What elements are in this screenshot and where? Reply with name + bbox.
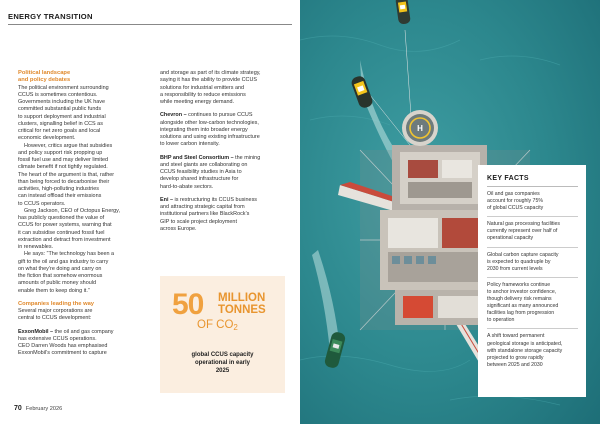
key-fact-item: Natural gas processing facilities currently represent over half of operational capacity bbox=[487, 217, 578, 247]
section-header: ENERGY TRANSITION bbox=[8, 12, 292, 25]
stat-caption: global CCUS capacity operational in early 2025 bbox=[191, 352, 254, 374]
page-number: 70 bbox=[14, 405, 22, 412]
paragraph-exxonmobil: ExxonMobil – the oil and gas company has extensive CCUS operations. CEO Darren Woods has emphasised ExxonMobil’s commitment to capture bbox=[18, 328, 114, 357]
subheading-companies: Companies leading the way bbox=[18, 300, 95, 307]
stat-unit: MILLION TONNES bbox=[218, 292, 266, 316]
paragraph-storage: and storage as part of its climate strategy, saying it has the ability to provide CCUS solutions for industrial emitters and a responsibility to reduce emissions while meeting energy demand. bbox=[160, 70, 261, 105]
key-fact-item: Policy frameworks continue to anchor investor confidence, though delivery risk remains significant as many announced facilities lag from progression to operation bbox=[487, 278, 578, 330]
stat-number: 50 bbox=[172, 288, 204, 321]
svg-text:H: H bbox=[417, 124, 423, 133]
text-column-2 bbox=[160, 70, 286, 233]
paragraph-bhp: BHP and Steel Consortium – the mining and steel giants are collaborating on CCUS feasibility studies in Asia to develop shared infrastructure for hard-to-abate sectors. bbox=[160, 154, 261, 190]
paragraph-chevron: Chevron – continues to pursue CCUS alongside other low-carbon technologies, integrating them into broader energy solutions and using existing infrastructure to lower carbon intensity. bbox=[160, 112, 260, 148]
paragraph-eni: Eni – is restructuring its CCUS business and attracting strategic capital from institutional partners like BlackRock’s GIP to scale project deployment across Europe. bbox=[160, 196, 258, 232]
key-fact-item: Global carbon capture capacity is expected to quadruple by 2030 from current levels bbox=[487, 248, 578, 278]
page-footer bbox=[14, 405, 62, 412]
issue-date: February 2026 bbox=[25, 406, 63, 412]
paragraph-greg-jackson: Greg Jackson, CEO of Octopus Energy, has publicly questioned the value of CCUS for power systems, warning that it can subsidise continued fossil fuel extraction and detract from investment in renewables. bbox=[18, 207, 121, 251]
stat-callout bbox=[160, 276, 285, 393]
key-facts-box bbox=[478, 165, 586, 397]
text-column-1 bbox=[18, 70, 148, 358]
key-facts-title: KEY FACTS bbox=[487, 175, 578, 187]
stat-unit-co2: OF $CO_2$ bbox=[197, 319, 238, 332]
paragraph-political-environment: The political environment surrounding CCUS is sometimes contentious. Governments including the UK have committed substantial public funds to support deployment and industrial clusters, signalling belief in CCS as critical for net zero goals and local economic development. bbox=[18, 84, 109, 142]
paragraph-corporations: Several major corporations are central to CCUS development: bbox=[18, 308, 93, 322]
subheading-political-landscape: Political landscape and policy debates bbox=[18, 70, 71, 84]
paragraph-critics: However, critics argue that subsidies and policy support risk propping up fossil fuel use and may deliver limited climate benefit if not tightly regulated. The heart of the argument is that, rather than being forced to decarbonise their activities, high-polluting industries can instead offload their emissions to CCUS operators. bbox=[18, 142, 115, 207]
key-fact-item: A shift toward permanent geological storage is anticipated, with standalone storage capacity projected to grow rapidly between 2025 and 2030 bbox=[487, 333, 563, 368]
key-fact-item: Oil and gas companies account for roughly 75% of global CCUS capacity bbox=[487, 187, 578, 217]
paragraph-quote: He says: “The technology has been a gift to the oil and gas industry to carry on what they’re doing and carry on the fiction that somehow enormous amounts of public money should enable them to keep doing it.” bbox=[18, 251, 115, 294]
